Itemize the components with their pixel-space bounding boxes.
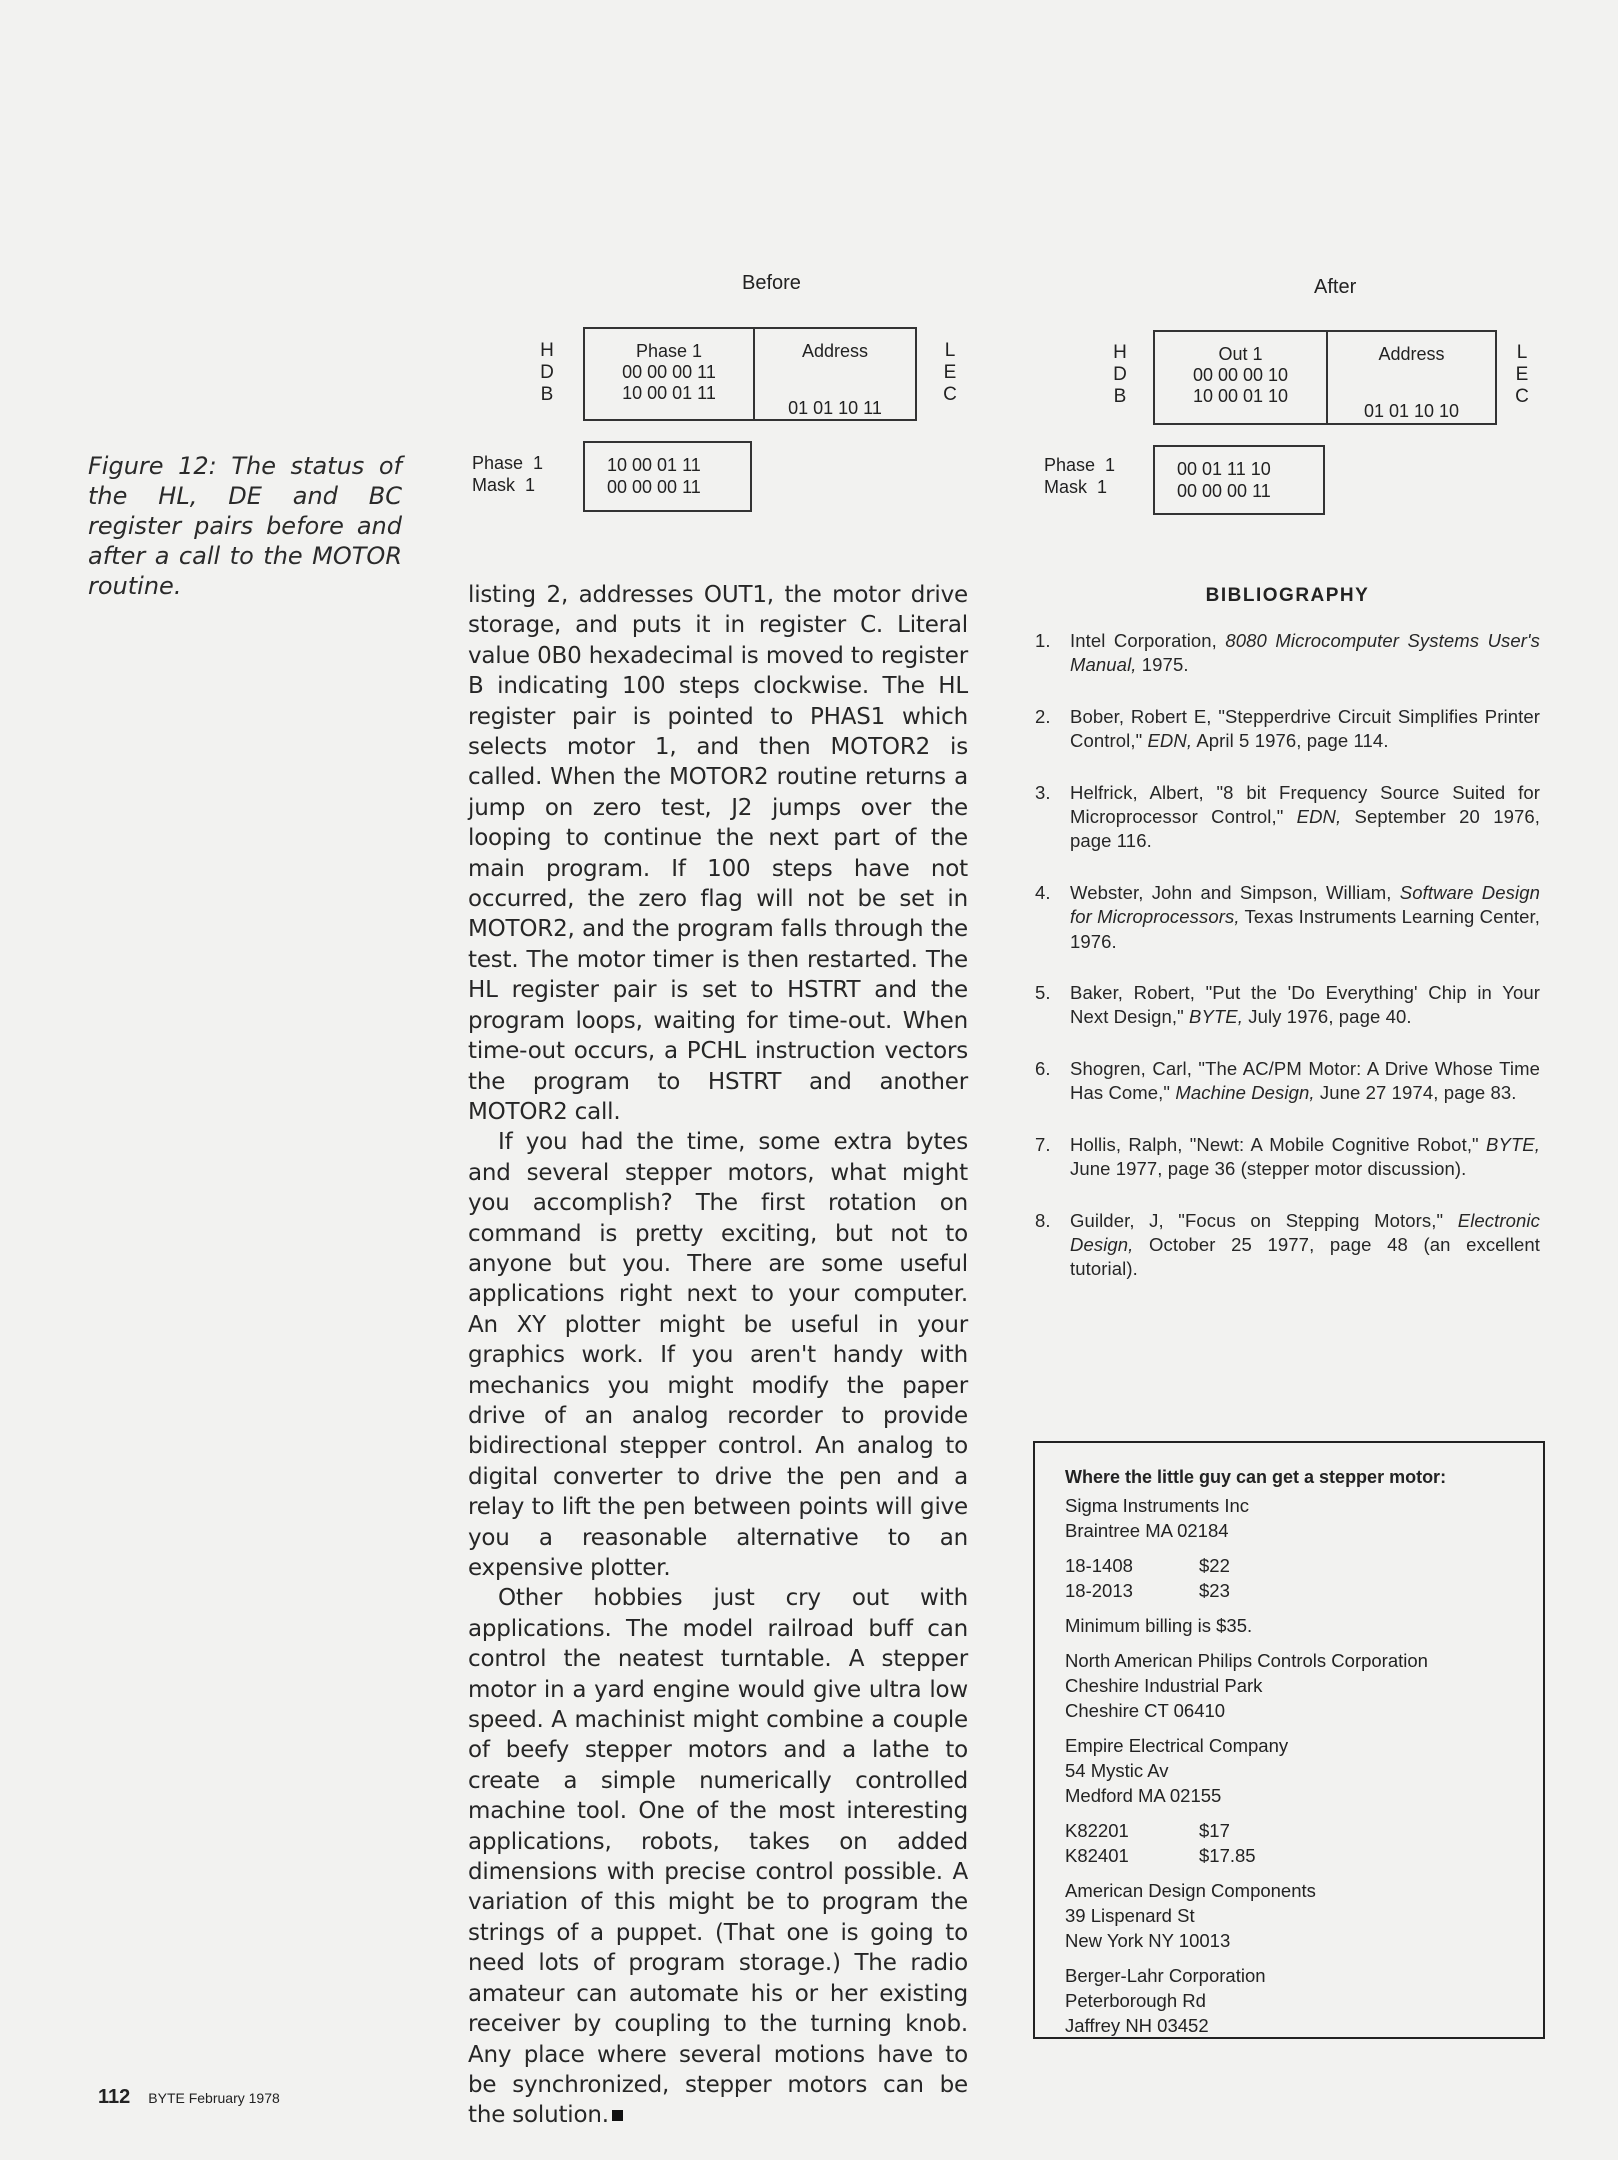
entry-details: June 27 1974, page 83.: [1314, 1082, 1517, 1104]
register-letter: D: [540, 362, 554, 383]
mask-label: Mask 1: [472, 475, 536, 495]
supplier-line: Medford MA 02155: [1065, 1785, 1222, 1806]
phase-value: 00 01 11 10: [1177, 459, 1271, 479]
part-code: K82401: [1065, 1845, 1129, 1866]
after-phase-mask-box: [1153, 445, 1325, 515]
entry-text: Shogren, Carl, "The AC/PM Motor: A Drive Whose Time Has Come,": [1070, 1057, 1540, 1104]
supplier-group: [1065, 1553, 1513, 1603]
entry-source: BYTE,: [1189, 1006, 1243, 1028]
supplier-line: Sigma Instruments Inc: [1065, 1495, 1250, 1516]
supplier-line: Empire Electrical Company: [1065, 1735, 1289, 1756]
mask-label: Mask 1: [1044, 477, 1108, 497]
phase-value: 10 00 01 11: [607, 455, 701, 475]
page-footer: [98, 2086, 280, 2109]
register-letter: H: [540, 340, 554, 361]
register-letter: B: [1113, 386, 1127, 407]
after-high-register: [1155, 332, 1328, 423]
body-paragraph: If you had the time, some extra bytes and several stepper motors, what might you accomplish? The first rotation on command is pretty exciting, but not to anyone but you. There are some useful applications right next to your computer. An XY plotter might be useful in your graphics work. If you aren't handy with mechanics you might modify the paper drive of an analog recorder to provide bidirectional stepper control. An analog to digital converter to drive the pen and a relay to lift the pen between points will give you a reasonable alternative to an expensive plotter.: [468, 1129, 968, 1581]
after-low-value: 01 01 10 10: [1363, 401, 1460, 421]
supplier-heading: Where the little guy can get a stepper motor:: [1065, 1467, 1447, 1487]
part-price: $23: [1199, 1580, 1230, 1601]
bibliography-title: BIBLIOGRAPHY: [1205, 585, 1370, 606]
entry-text: Helfrick, Albert, "8 bit Frequency Source Suited for Microprocessor Control,": [1070, 781, 1540, 828]
before-left-letters: [537, 340, 557, 406]
entry-text: Guilder, J, "Focus on Stepping Motors,": [1070, 1209, 1458, 1231]
entry-details: July 1976, page 40.: [1242, 1006, 1412, 1028]
bibliography-entry: [1035, 705, 1540, 754]
entry-number: 2.: [1035, 705, 1051, 727]
supplier-group: [1065, 1963, 1513, 2038]
after-left-letters: [1110, 342, 1130, 408]
before-right-letters: [940, 340, 960, 406]
register-letter: E: [1515, 364, 1529, 385]
entry-text: Hollis, Ralph, "Newt: A Mobile Cognitive Robot,": [1070, 1133, 1487, 1155]
entry-source: 8080 Microcomputer Systems User's Manual,: [1070, 630, 1541, 676]
mask-value: 00 00 00 11: [1177, 481, 1271, 501]
bibliography-entry: [1035, 1057, 1540, 1106]
entry-number: 8.: [1035, 1209, 1051, 1231]
supplier-group: [1065, 1818, 1513, 1868]
entry-source: Software Design for Microprocessors,: [1070, 881, 1540, 928]
page-number: 112: [98, 2086, 131, 2108]
price-row: [1065, 1843, 1513, 1868]
price-row: [1065, 1818, 1513, 1843]
supplier-line: Minimum billing is $35.: [1065, 1615, 1253, 1636]
supplier-box: [1033, 1441, 1545, 2039]
register-letter: H: [1113, 342, 1127, 363]
supplier-line: New York NY 10013: [1065, 1930, 1231, 1951]
before-high-row: 10 00 01 11: [622, 383, 716, 403]
register-letter: D: [1113, 364, 1127, 385]
before-low-header: Address: [801, 341, 869, 361]
entry-source: BYTE,: [1486, 1133, 1540, 1155]
entry-details: Texas Instruments Learning Center, 1976.: [1070, 906, 1540, 952]
before-phase-mask-box: [583, 441, 752, 512]
supplier-line: 54 Mystic Av: [1065, 1760, 1169, 1781]
register-letter: L: [1516, 342, 1528, 363]
entry-details: October 25 1977, page 48 (an excellent tutorial).: [1070, 1233, 1540, 1280]
entry-text: Intel Corporation,: [1070, 630, 1226, 651]
entry-number: 4.: [1035, 881, 1051, 903]
mask-value: 00 00 00 11: [607, 477, 701, 497]
body-paragraph: listing 2, addresses OUT1, the motor drive storage, and puts it in register C. Literal value 0B0 hexadecimal is moved to register B indicating 100 steps clockwise. The HL register pair is pointed to PHAS1 which selects motor 1, and then MOTOR2 is called. When the MOTOR2 routine returns a jump on zero test, J2 jumps over the looping to continue the next part of the main program. If 100 steps have not occurred, the zero flag will not be set in MOTOR2, and the program falls through the test. The motor timer is then restarted. The HL register pair is set to HSTRT and the program loops, waiting for time-out. When time-out occurs, a PCHL instruction vectors the program to HSTRT and another MOTOR2 call.: [468, 582, 968, 1125]
entry-number: 1.: [1035, 630, 1051, 651]
after-low-register: [1328, 332, 1495, 423]
bibliography-entry: [1035, 1133, 1540, 1182]
body-paragraph-last: [468, 1583, 968, 2130]
before-high-register: [585, 329, 755, 419]
part-code: 18-1408: [1065, 1555, 1133, 1576]
before-title: Before: [742, 272, 801, 294]
before-high-header: Phase 1: [635, 341, 703, 361]
supplier-line: Jaffrey NH 03452: [1065, 2015, 1209, 2036]
supplier-group: [1065, 1613, 1513, 1638]
supplier-group: [1065, 1878, 1513, 1953]
bibliography-entry: [1035, 629, 1540, 678]
part-code: K82201: [1065, 1820, 1129, 1841]
part-price: $17: [1199, 1820, 1230, 1841]
after-high-row: 10 00 01 10: [1192, 386, 1289, 406]
supplier-group: [1065, 1733, 1513, 1808]
entry-text: Webster, John and Simpson, William,: [1070, 881, 1400, 903]
bibliography-section: [1035, 585, 1540, 1309]
after-register-box: [1153, 330, 1497, 425]
supplier-line: American Design Components: [1065, 1880, 1316, 1901]
before-low-value: 01 01 10 11: [788, 398, 882, 418]
entry-text: Baker, Robert, "Put the 'Do Everything' Chip in Your Next Design,": [1070, 982, 1540, 1028]
price-row: [1065, 1553, 1513, 1578]
after-high-row: 00 00 00 10: [1192, 365, 1289, 385]
price-row: [1065, 1578, 1513, 1603]
bibliography-entry: [1035, 781, 1540, 854]
after-title: After: [1314, 276, 1357, 298]
register-letter: E: [943, 362, 957, 383]
entry-number: 5.: [1035, 982, 1051, 1004]
entry-number: 3.: [1035, 781, 1051, 803]
bibliography-entry: [1035, 981, 1540, 1030]
before-low-register: [755, 329, 915, 419]
part-price: $17.85: [1199, 1845, 1256, 1866]
entry-details: June 1977, page 36 (stepper motor discussion).: [1070, 1158, 1467, 1180]
publication-line: BYTE February 1978: [148, 2090, 280, 2106]
entry-source: EDN,: [1147, 730, 1193, 752]
phase-label: Phase 1: [1044, 455, 1116, 475]
register-letter: C: [1515, 386, 1529, 407]
entry-source: EDN,: [1296, 806, 1342, 828]
supplier-line: Cheshire Industrial Park: [1065, 1675, 1263, 1696]
before-high-row: 00 00 00 11: [622, 362, 716, 382]
register-letter: B: [540, 384, 554, 405]
bibliography-entry: [1035, 881, 1540, 954]
register-letter: L: [944, 340, 956, 361]
article-body: [468, 580, 968, 2131]
supplier-group: [1065, 1493, 1513, 1543]
entry-source: Machine Design,: [1175, 1082, 1315, 1104]
entry-source: Electronic Design,: [1070, 1209, 1540, 1255]
phase-label: Phase 1: [472, 453, 544, 473]
bibliography-list: [1035, 629, 1540, 1282]
entry-text: Bober, Robert E, "Stepperdrive Circuit Simplifies Printer Control,": [1070, 705, 1540, 752]
part-price: $22: [1199, 1555, 1230, 1576]
supplier-line: Braintree MA 02184: [1065, 1520, 1229, 1541]
bibliography-entry: [1035, 1209, 1540, 1282]
supplier-list: [1065, 1493, 1513, 2038]
after-right-letters: [1512, 342, 1532, 408]
before-phase-mask-labels: [472, 452, 543, 496]
entry-details: April 5 1976, page 114.: [1192, 730, 1389, 752]
supplier-group: [1065, 1648, 1513, 1723]
part-code: 18-2013: [1065, 1580, 1133, 1601]
entry-number: 6.: [1035, 1057, 1051, 1079]
figure-caption: Figure 12: The status of the HL, DE and BC register pairs before and after a call to the MOTOR routine.: [88, 452, 402, 600]
end-mark-icon: [612, 2110, 623, 2121]
supplier-line: North American Philips Controls Corporation: [1065, 1650, 1428, 1671]
after-phase-mask-labels: [1044, 454, 1115, 498]
entry-details: 1975.: [1136, 654, 1189, 676]
supplier-line: Berger-Lahr Corporation: [1065, 1965, 1266, 1986]
register-letter: C: [943, 384, 957, 405]
entry-number: 7.: [1035, 1133, 1051, 1155]
before-register-box: [583, 327, 917, 421]
supplier-line: 39 Lispenard St: [1065, 1905, 1195, 1926]
supplier-line: Cheshire CT 06410: [1065, 1700, 1226, 1721]
entry-details: September 20 1976, page 116.: [1070, 806, 1540, 852]
supplier-line: Peterborough Rd: [1065, 1990, 1206, 2011]
after-high-header: Out 1: [1218, 344, 1263, 364]
after-low-header: Address: [1378, 344, 1445, 364]
body-paragraph: Other hobbies just cry out with applications. The model railroad buff can control the neatest turntable. A stepper motor in a yard engine would give ultra low speed. A machinist might combine a couple of beefy stepper motors and a lathe to create a simple numerically controlled machine tool. One of the most interesting applications, robots, takes on added dimensions with precise control possible. A variation of this might be to program the strings of a puppet. (That one is going to need lots of program storage.) The radio amateur can automate his or her existing receiver by coupling to the turning knob. Any place where several motions have to be synchronized, stepper motors can be the solution.: [468, 1585, 968, 2129]
